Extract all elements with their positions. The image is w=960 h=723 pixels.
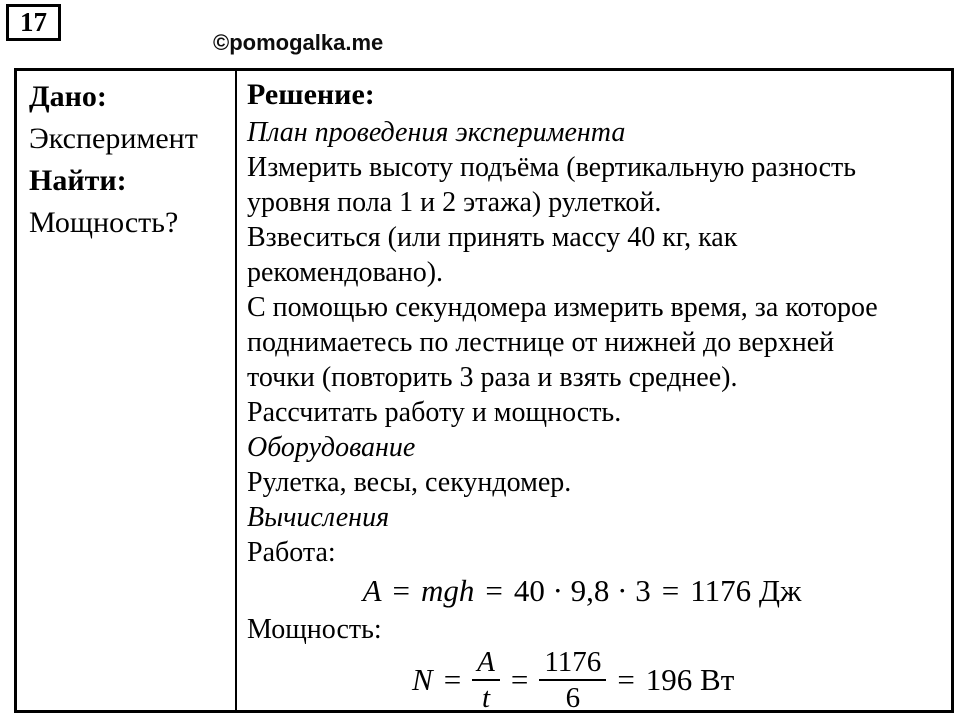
given-column bbox=[17, 71, 237, 710]
fraction-numerator: 1176 bbox=[539, 647, 606, 681]
equals-sign: = bbox=[392, 573, 410, 608]
solution-column bbox=[237, 71, 951, 710]
solution-line-calculations: Вычисления bbox=[247, 502, 390, 533]
problem-number-badge bbox=[6, 4, 61, 41]
power-formula-lhs: N bbox=[412, 662, 433, 697]
fraction-numerator: A bbox=[472, 647, 500, 681]
solution-table bbox=[14, 68, 954, 713]
equals-sign: = bbox=[510, 662, 529, 697]
solution-line: Измерить высоту подъёма (вертикальную разность bbox=[247, 152, 857, 183]
work-formula-result: 1176 Дж bbox=[690, 573, 802, 608]
fraction-1176-over-6 bbox=[539, 647, 606, 710]
given-label: Дано: bbox=[29, 80, 107, 113]
given-value: Эксперимент bbox=[29, 122, 198, 155]
equals-sign: = bbox=[617, 662, 635, 697]
find-label: Найти: bbox=[29, 164, 127, 197]
find-value: Мощность? bbox=[29, 206, 179, 239]
solution-line: Взвеситься (или принять массу 40 кг, как bbox=[247, 222, 738, 253]
problem-number: 17 bbox=[20, 7, 47, 37]
solution-line: рекомендовано). bbox=[247, 257, 444, 288]
fraction-denominator: t bbox=[482, 682, 491, 710]
power-label: Мощность: bbox=[247, 614, 382, 645]
solution-heading: Решение: bbox=[247, 78, 375, 111]
solution-line: уровня пола 1 и 2 этажа) рулеткой. bbox=[247, 187, 662, 218]
fraction-a-over-t bbox=[472, 647, 500, 710]
watermark-top: ©pomogalka.me bbox=[213, 30, 384, 55]
solution-line: поднимаетесь по лестнице от нижней до верхней bbox=[247, 327, 835, 358]
work-formula bbox=[247, 570, 947, 612]
power-formula bbox=[412, 647, 947, 710]
work-label: Работа: bbox=[247, 537, 336, 568]
work-formula-lhs: A bbox=[362, 573, 382, 608]
power-formula-result: 196 Вт bbox=[645, 662, 735, 697]
fraction-denominator: 6 bbox=[565, 682, 581, 710]
solution-line: С помощью секундомера измерить время, за которое bbox=[247, 292, 878, 323]
equals-sign: = bbox=[443, 662, 462, 697]
work-formula-expression: 40 · 9,8 · 3 bbox=[513, 573, 651, 608]
equals-sign: = bbox=[661, 573, 680, 608]
equals-sign: = bbox=[485, 573, 503, 608]
solution-line: План проведения эксперимента bbox=[247, 117, 626, 148]
solution-line: точки (повторить 3 раза и взять среднее). bbox=[247, 362, 738, 393]
solution-line: Рассчитать работу и мощность. bbox=[247, 397, 622, 428]
work-formula-vars: mgh bbox=[420, 573, 475, 608]
solution-line: Рулетка, весы, секундомер. bbox=[247, 467, 572, 498]
solution-line-equipment: Оборудование bbox=[247, 432, 416, 463]
